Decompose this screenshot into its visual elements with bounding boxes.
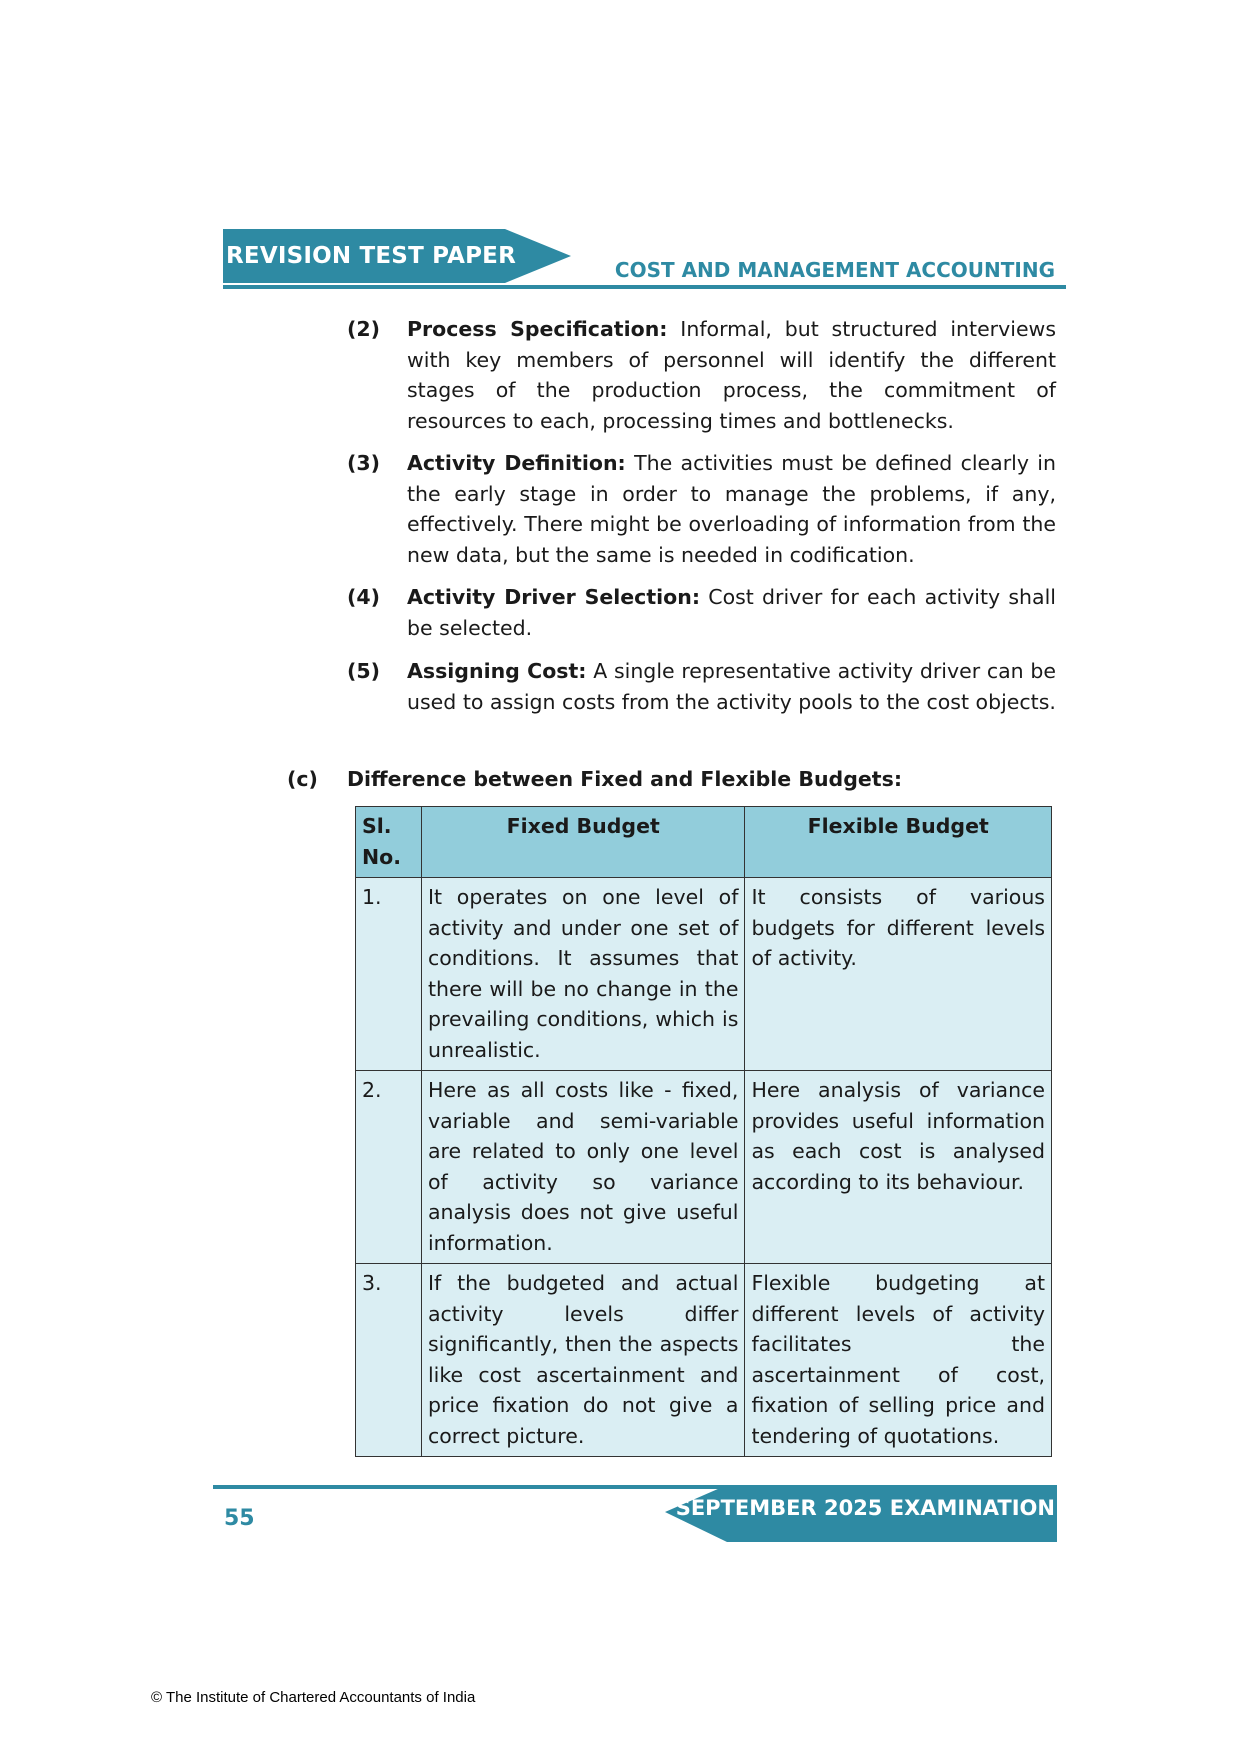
list-item-text: Cost driver for each activity shall be selected. [407,585,1057,640]
table-row [356,1071,1052,1264]
table-cell-fixed-budget: If the budgeted and actual activity levels differ significantly, then the aspects like cost ascertainment and price fixation do not give a correct picture. [421,1264,744,1457]
section-c-heading [287,764,903,794]
list-item-title: Activity Driver Selection: [407,585,701,609]
table-row [356,1264,1052,1457]
section-c-title: Difference between Fixed and Flexible Budgets: [347,767,903,791]
table-cell-fixed-budget: Here as all costs like - fixed, variable and semi-variable are related to only one level of activity so variance analysis does not give useful information. [421,1071,744,1264]
list-item-body [407,582,1056,643]
table-cell-flexible-budget: Here analysis of variance provides useful information as each cost is analysed according to its behaviour. [745,1071,1052,1264]
page-number: 55 [224,1506,255,1531]
table-cell-fixed-budget: It operates on one level of activity and under one set of conditions. It assumes that there will be no change in the prevailing conditions, which is unrealistic. [421,878,744,1071]
list-item-number: (5) [347,659,381,683]
list-item-body [407,314,1056,436]
list-item-text: A single representative activity driver can be used to assign costs from the activity pools to the cost objects. [407,659,1056,714]
list-item-text: The activities must be defined clearly in the early stage in order to manage the problems, if any, effectively. There might be overloading of information from the new data, but the same is needed in codification. [407,451,1056,567]
list-item-title: Process Specification: [407,317,668,341]
header-banner-title: REVISION TEST PAPER [226,243,516,269]
list-item-3 [347,448,1056,570]
list-item-title: Activity Definition: [407,451,626,475]
table-row [356,878,1052,1071]
list-item-number: (4) [347,585,381,609]
copyright-notice: © The Institute of Chartered Accountants of India [151,1689,476,1706]
table-cell-flexible-budget: It consists of various budgets for different levels of activity. [745,878,1052,1071]
header-banner [223,229,571,289]
list-item-number: (3) [347,451,381,475]
table-cell-sl-no: 2. [356,1071,422,1264]
list-item-number: (2) [347,317,381,341]
table-header-sl-no: Sl. No. [356,807,422,878]
table-cell-flexible-budget: Flexible budgeting at different levels of activity facilitates the ascertainment of cost, fixation of selling price and tendering of quotations. [745,1264,1052,1457]
budget-comparison-table [355,806,1052,1457]
header-subject: COST AND MANAGEMENT ACCOUNTING [614,258,1055,282]
list-item-body [407,448,1056,570]
footer-banner-exam: SEPTEMBER 2025 EXAMINATION [675,1496,1055,1520]
table-header-fixed-budget: Fixed Budget [421,807,744,878]
table-cell-sl-no: 1. [356,878,422,1071]
table-header-row [356,807,1052,878]
list-item-4 [347,582,1056,643]
header-rule [223,285,1066,289]
section-c-label: (c) [287,767,318,791]
list-item-body [407,656,1056,717]
table-header-flexible-budget: Flexible Budget [745,807,1052,878]
list-item-text: Informal, but structured interviews with key members of personnel will identify the different stages of the production process, the commitment of resources to each, processing times and bottlenecks. [407,317,1057,433]
table-cell-sl-no: 3. [356,1264,422,1457]
list-item-5 [347,656,1056,717]
footer-banner [665,1485,1057,1545]
list-item-2 [347,314,1056,436]
list-item-title: Assigning Cost: [407,659,587,683]
